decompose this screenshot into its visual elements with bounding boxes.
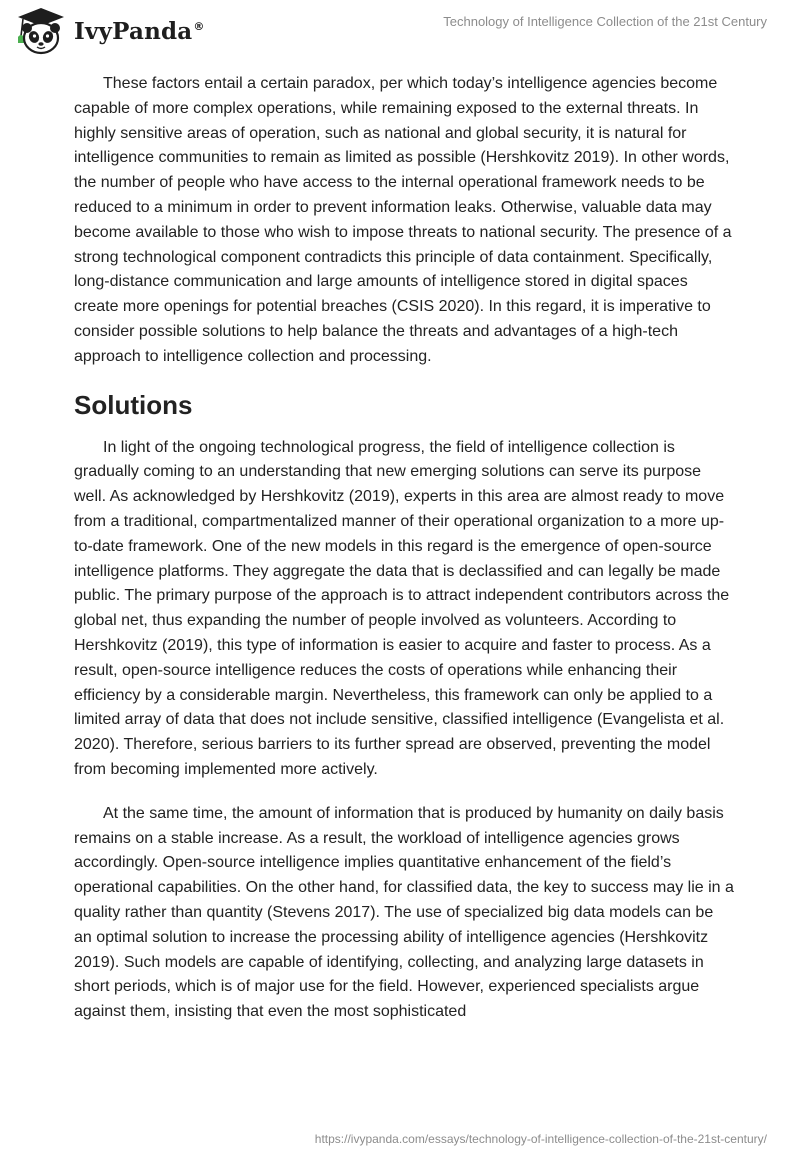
- registered-mark: ®: [193, 19, 205, 33]
- ivypanda-logo[interactable]: [14, 6, 205, 56]
- document-title: Technology of Intelligence Collection of the 21st Century: [443, 14, 767, 29]
- page-header: [0, 0, 800, 60]
- paragraph: In light of the ongoing technological progress, the field of intelligence collection is gradually coming to an understanding that new emerging solutions can serve its purpose well. As acknowledged by Hershkovitz (2019), experts in this area are almost ready to move from a traditional, compartmentalized manner of their operational organization to a more up-to-date framework. One of the new models in this regard is the emergence of open-source intelligence platforms. They aggregate the data that is declassified and can legally be made public. The primary purpose of the approach is to attract independent contributors across the global net, thus expanding the number of people involved as volunteers. According to Hershkovitz (2019), this type of information is easier to acquire and faster to process. As a result, open-source intelligence reduces the costs of operations while enhancing their efficiency by a considerable margin. Nevertheless, this framework can only be applied to a limited array of data that does not include sensitive, classified intelligence (Evangelista et al. 2020). Therefore, serious barriers to its further spread are observed, preventing the model from becoming implemented more actively.: [74, 438, 730, 778]
- logo-text: IvyPanda: [74, 17, 193, 45]
- section-heading-solutions: Solutions: [74, 389, 193, 420]
- panda-graduate-icon: [14, 6, 68, 56]
- source-url[interactable]: https://ivypanda.com/essays/technology-of-intelligence-collection-of-the-21st-century/: [314, 1132, 767, 1146]
- essay-content: [74, 72, 734, 1044]
- paragraph: These factors entail a certain paradox, per which today’s intelligence agencies become capable of more complex operations, while remaining exposed to the external threats. In highly sensitive areas of operation, such as national and global security, it is natural for intelligence communities to remain as limited as possible (Hershkovitz 2019). In other words, the number of people who have access to the internal operational framework needs to be reduced to a minimum in order to prevent information leaks. Otherwise, valuable data may become available to those who wish to impose threats to national security. The presence of a strong technological component contradicts this principle of data containment. Specifically, long-distance communication and large amounts of intelligence stored in digital spaces create more openings for potential breaches (CSIS 2020). In this regard, it is imperative to consider possible solutions to help balance the threats and advantages of a high-tech approach to intelligence collection and processing.: [74, 75, 732, 365]
- paragraph: At the same time, the amount of information that is produced by humanity on daily basis remains on a stable increase. As a result, the workload of intelligence agencies grows accordingly. Open-source intelligence implies quantitative enhancement of the field’s operational capabilities. On the other hand, for classified data, the key to success may lie in a quality rather than quantity (Stevens 2017). The use of specialized big data models can be an optimal solution to increase the processing ability of intelligence agencies (Hershkovitz 2019). Such models are capable of identifying, collecting, and analyzing large datasets in short periods, which is of major use for the field. However, experienced specialists argue against them, insisting that even the most sophisticated: [74, 804, 734, 1021]
- logo-wordmark: [74, 18, 205, 45]
